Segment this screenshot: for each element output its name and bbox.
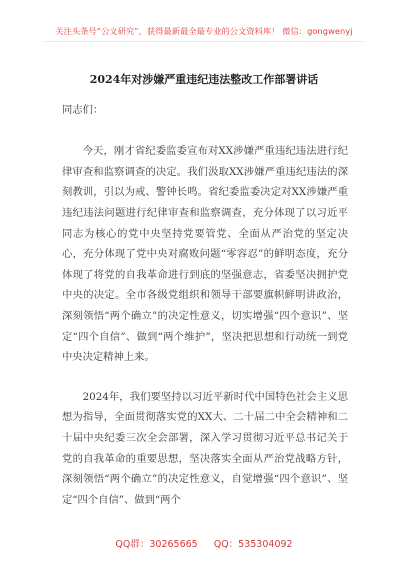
paragraph-2: 2024年，我们要坚持以习近平新时代中国特色社会主义思想为指导，全面贯彻落实党的XX大、二十届二中全会精神和二十届中央纪委三次全会部署，深入学习贯彻习近平总书记关于党的自我革命的重要思想，坚决落实全面从严治党战略方针，深刻领悟“两个确立”的决定性意义，自觉增强“四个意识”、坚定“四个自信”、做到“两个 xyxy=(62,390,348,506)
document-title: 2024年对涉嫌严重违纪违法整改工作部署讲话 xyxy=(89,73,319,86)
footer-qq: QQ：535304092 xyxy=(213,539,293,550)
salutation: 同志们： xyxy=(62,104,104,116)
footer-qq-group: QQ群：30265665 xyxy=(115,539,198,550)
paragraph-1: 今天，刚才省纪委监委宣布对XX涉嫌严重违纪违法进行纪律审查和监察调查的决定。我们汲取XX涉嫌严重违纪违法的深刻教训，引以为戒、警钟长鸣。省纪委监委决定对XX涉嫌严重违纪违法问题进行纪律审查和监察调查，充分体现了以习近平同志为核心的党中央坚持党要管党、全面从严治党的坚定决心，充分体现了党中央对腐败问题“零容忍”的鲜明态度，充分体现了将党的自我革命进行到底的坚强意志，省委坚决拥护党中央的决定。全市各级党组织和领导干部要旗帜鲜明讲政治，深刻领悟“两个确立”的决定性意义，切实增强“四个意识”、坚定“四个自信”、做到“两个维护”，坚决把思想和行动统一到党中央决定精神上来。 xyxy=(62,145,348,364)
header-banner: 关注头条号“公文研究”，获得最新最全最专业的公文资料库！ 微信：gongwenyj xyxy=(55,26,353,36)
header-divider xyxy=(44,41,364,42)
footer-contact xyxy=(0,536,408,550)
document-body xyxy=(62,100,348,510)
